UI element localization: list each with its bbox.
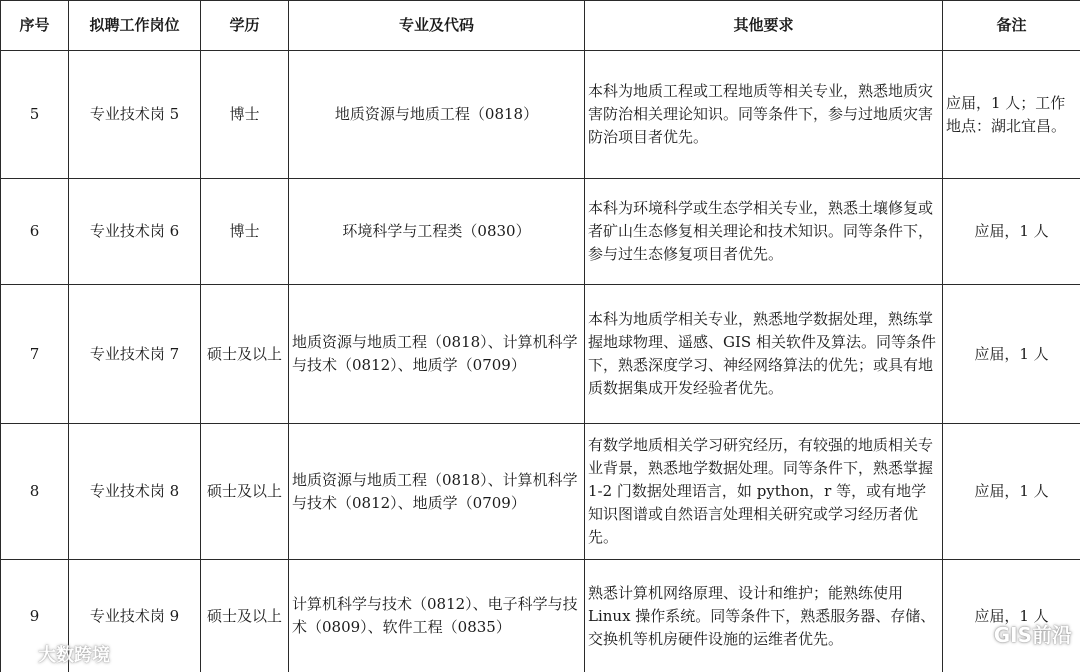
watermark-right-text: GIS前沿 bbox=[993, 623, 1072, 647]
cell-remarks: 应届，1 人；工作地点：湖北宜昌。 bbox=[943, 51, 1080, 179]
cell-degree: 硕士及以上 bbox=[201, 560, 289, 672]
header-cell-remarks: 备注 bbox=[943, 1, 1080, 51]
cell-post: 专业技术岗 5 bbox=[69, 51, 201, 179]
cell-remarks: 应届，1 人 bbox=[943, 179, 1080, 285]
cell-remarks: 应届，1 人 bbox=[943, 424, 1080, 560]
cell-no: 7 bbox=[1, 285, 69, 424]
cell-requirements: 熟悉计算机网络原理、设计和维护；能熟练使用 Linux 操作系统。同等条件下，熟悉服务器、存储、交换机等机房硬件设施的运维者优先。 bbox=[585, 560, 943, 672]
table-row bbox=[1, 179, 1080, 285]
cell-major: 地质资源与地质工程（0818） bbox=[289, 51, 585, 179]
table-header-row bbox=[1, 1, 1080, 51]
cell-no: 5 bbox=[1, 51, 69, 179]
cell-post: 专业技术岗 6 bbox=[69, 179, 201, 285]
cell-no: 8 bbox=[1, 424, 69, 560]
cell-no: 9 bbox=[1, 560, 69, 672]
table-row bbox=[1, 285, 1080, 424]
header-cell-major: 专业及代码 bbox=[289, 1, 585, 51]
cell-requirements: 本科为地质学相关专业，熟悉地学数据处理，熟练掌握地球物理、遥感、GIS 相关软件及算法。同等条件下，熟悉深度学习、神经网络算法的优先；或具有地质数据集成开发经验者优先。 bbox=[585, 285, 943, 424]
header-cell-post: 拟聘工作岗位 bbox=[69, 1, 201, 51]
cell-post: 专业技术岗 8 bbox=[69, 424, 201, 560]
header-cell-degree: 学历 bbox=[201, 1, 289, 51]
cell-degree: 硕士及以上 bbox=[201, 285, 289, 424]
watermark-right bbox=[962, 619, 1072, 648]
cell-degree: 博士 bbox=[201, 179, 289, 285]
header-cell-no: 序号 bbox=[1, 1, 69, 51]
cell-requirements: 本科为环境科学或生态学相关专业，熟悉土壤修复或者矿山生态修复相关理论和技术知识。同等条件下，参与过生态修复项目者优先。 bbox=[585, 179, 943, 285]
cell-post: 专业技术岗 7 bbox=[69, 285, 201, 424]
cell-remarks: 应届，1 人 bbox=[943, 285, 1080, 424]
header-cell-requirements: 其他要求 bbox=[585, 1, 943, 51]
cell-major: 计算机科学与技术（0812）、电子科学与技术（0809）、软件工程（0835） bbox=[289, 560, 585, 672]
cell-major: 地质资源与地质工程（0818）、计算机科学与技术（0812）、地质学（0709） bbox=[289, 424, 585, 560]
table-row bbox=[1, 424, 1080, 560]
cell-major: 地质资源与地质工程（0818）、计算机科学与技术（0812）、地质学（0709） bbox=[289, 285, 585, 424]
cell-degree: 博士 bbox=[201, 51, 289, 179]
cell-requirements: 本科为地质工程或工程地质等相关专业，熟悉地质灾害防治相关理论知识。同等条件下，参与过地质灾害防治项目者优先。 bbox=[585, 51, 943, 179]
cell-post: 专业技术岗 9 bbox=[69, 560, 201, 672]
wechat-icon bbox=[962, 623, 988, 645]
cell-requirements: 有数学地质相关学习研究经历，有较强的地质相关专业背景，熟悉地学数据处理。同等条件下，熟悉掌握 1-2 门数据处理语言，如 python，r 等，或有地学知识图谱或自然语言处理相关研究或学习经历者优先。 bbox=[585, 424, 943, 560]
watermark-left-text: 大数跨境 bbox=[38, 645, 110, 666]
table-row bbox=[1, 51, 1080, 179]
cell-no: 6 bbox=[1, 179, 69, 285]
chat-bubbles-icon bbox=[6, 644, 32, 664]
table-row bbox=[1, 560, 1080, 672]
cell-major: 环境科学与工程类（0830） bbox=[289, 179, 585, 285]
watermark-left bbox=[6, 641, 110, 667]
cell-degree: 硕士及以上 bbox=[201, 424, 289, 560]
cell-remarks: 应届，1 人 bbox=[943, 560, 1080, 672]
